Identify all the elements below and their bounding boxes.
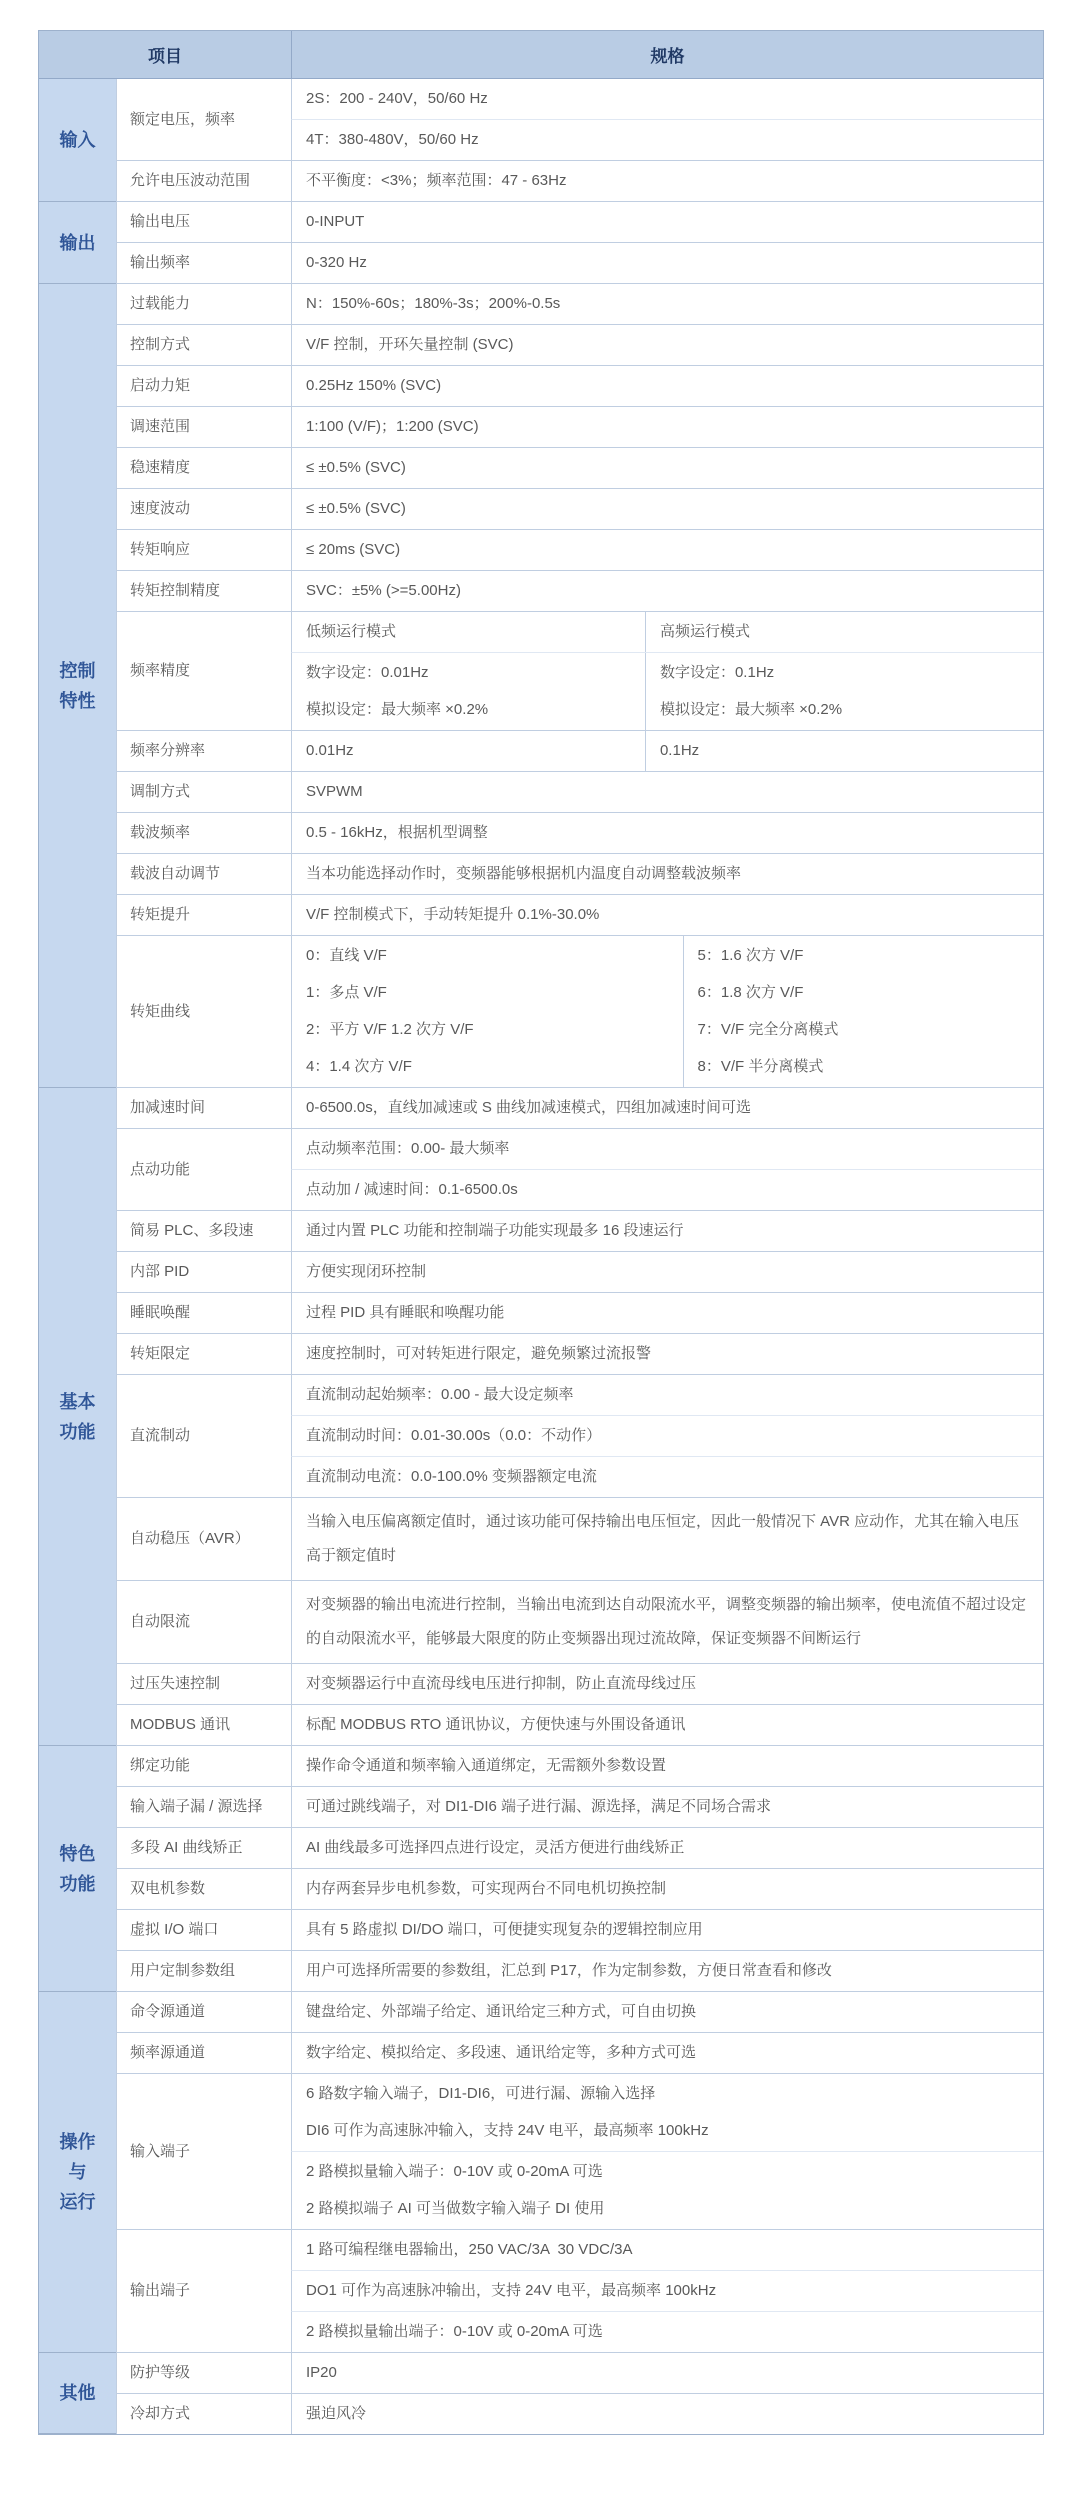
spec-value bbox=[291, 653, 1043, 731]
table-row bbox=[39, 2230, 1043, 2271]
spec-value: 2S：200 - 240V，50/60 Hz bbox=[291, 79, 1043, 120]
spec-text: 7：V/F 完全分离模式 bbox=[697, 1021, 839, 1038]
item-label: 载波自动调节 bbox=[116, 854, 291, 895]
table-row bbox=[39, 366, 1043, 407]
item-label: 自动限流 bbox=[116, 1581, 291, 1664]
table-row bbox=[39, 731, 1043, 772]
spec-value: 2 路模拟量输出端子：0-10V 或 0-20mA 可选 bbox=[291, 2312, 1043, 2353]
spec-value: 直流制动起始频率：0.00 - 最大设定频率 bbox=[291, 1375, 1043, 1416]
spec-text: 6：1.8 次方 V/F bbox=[697, 984, 804, 1001]
spec-value bbox=[291, 936, 1043, 1088]
item-label: 额定电压，频率 bbox=[116, 79, 291, 161]
column-header-spec: 规格 bbox=[291, 31, 1043, 79]
table-row bbox=[39, 2353, 1043, 2394]
table-row bbox=[39, 489, 1043, 530]
spec-value: 可通过跳线端子，对 DI1-DI6 端子进行漏、源选择，满足不同场合需求 bbox=[291, 1787, 1043, 1828]
spec-value bbox=[291, 612, 1043, 653]
item-label: 转矩限定 bbox=[116, 1334, 291, 1375]
table-row bbox=[39, 284, 1043, 325]
section-label: 输出 bbox=[39, 202, 116, 284]
table-row bbox=[39, 772, 1043, 813]
item-label: 转矩响应 bbox=[116, 530, 291, 571]
spec-value: 具有 5 路虚拟 DI/DO 端口，可便捷实现复杂的逻辑控制应用 bbox=[291, 1910, 1043, 1951]
spec-value: 点动频率范围：0.00- 最大频率 bbox=[291, 1129, 1043, 1170]
item-label: 稳速精度 bbox=[116, 448, 291, 489]
item-label: 控制方式 bbox=[116, 325, 291, 366]
item-label: 简易 PLC、多段速 bbox=[116, 1211, 291, 1252]
spec-value: 1:100 (V/F)；1:200 (SVC) bbox=[291, 407, 1043, 448]
spec-value: 当输入电压偏离额定值时，通过该功能可保持输出电压恒定，因此一般情况下 AVR 应动作，尤其在输入电压高于额定值时 bbox=[291, 1498, 1043, 1581]
table-row bbox=[39, 530, 1043, 571]
item-label: 允许电压波动范围 bbox=[116, 161, 291, 202]
spec-value: 速度控制时，可对转矩进行限定，避免频繁过流报警 bbox=[291, 1334, 1043, 1375]
item-label: 启动力矩 bbox=[116, 366, 291, 407]
spec-value: 6 路数字输入端子，DI1-DI6，可进行漏、源输入选择 DI6 可作为高速脉冲输入，支持 24V 电平，最高频率 100kHz bbox=[291, 2074, 1043, 2152]
table-row bbox=[39, 1334, 1043, 1375]
table-row bbox=[39, 1828, 1043, 1869]
spec-value: 过程 PID 具有睡眠和唤醒功能 bbox=[291, 1293, 1043, 1334]
item-label: 频率源通道 bbox=[116, 2033, 291, 2074]
spec-value: DO1 可作为高速脉冲输出，支持 24V 电平，最高频率 100kHz bbox=[291, 2271, 1043, 2312]
table-row bbox=[39, 1705, 1043, 1746]
spec-text: 1：多点 V/F bbox=[306, 984, 387, 1001]
item-label: 防护等级 bbox=[116, 2353, 291, 2394]
table-row bbox=[39, 1375, 1043, 1416]
spec-text: 0：直线 V/F bbox=[306, 947, 387, 964]
spec-text: 5：1.6 次方 V/F bbox=[697, 947, 804, 964]
spec-text: 0.1Hz bbox=[659, 742, 700, 759]
table-row bbox=[39, 1498, 1043, 1581]
item-label: 转矩曲线 bbox=[116, 936, 291, 1088]
table-row bbox=[39, 2074, 1043, 2152]
spec-value: 0-6500.0s，直线加减速或 S 曲线加减速模式，四组加减速时间可选 bbox=[291, 1088, 1043, 1129]
item-label: 频率分辨率 bbox=[116, 731, 291, 772]
section-label: 输入 bbox=[39, 79, 116, 202]
table-row bbox=[39, 1746, 1043, 1787]
spec-text: 2：平方 V/F 1.2 次方 V/F bbox=[306, 1021, 474, 1038]
item-label: 输出频率 bbox=[116, 243, 291, 284]
item-label: 直流制动 bbox=[116, 1375, 291, 1498]
spec-value: 1 路可编程继电器输出，250 VAC/3A 30 VDC/3A bbox=[291, 2230, 1043, 2271]
item-label: 命令源通道 bbox=[116, 1992, 291, 2033]
table-row bbox=[39, 895, 1043, 936]
table-row bbox=[39, 1951, 1043, 1992]
table-row bbox=[39, 448, 1043, 489]
item-label: 内部 PID bbox=[116, 1252, 291, 1293]
item-label: 调速范围 bbox=[116, 407, 291, 448]
item-label: 输入端子漏 / 源选择 bbox=[116, 1787, 291, 1828]
spec-value: 方便实现闭环控制 bbox=[291, 1252, 1043, 1293]
spec-value: 直流制动电流：0.0-100.0% 变频器额定电流 bbox=[291, 1457, 1043, 1498]
item-label: 用户定制参数组 bbox=[116, 1951, 291, 1992]
spec-value: 点动加 / 减速时间：0.1-6500.0s bbox=[291, 1170, 1043, 1211]
spec-value: IP20 bbox=[291, 2353, 1043, 2394]
spec-value: ≤ 20ms (SVC) bbox=[291, 530, 1043, 571]
spec-value: 0-INPUT bbox=[291, 202, 1043, 243]
item-label: 载波频率 bbox=[116, 813, 291, 854]
spec-subcol-header: 低频运行模式 bbox=[306, 623, 397, 640]
spec-value: 0-320 Hz bbox=[291, 243, 1043, 284]
spec-value: 当本功能选择动作时，变频器能够根据机内温度自动调整载波频率 bbox=[291, 854, 1043, 895]
spec-value: 操作命令通道和频率输入通道绑定，无需额外参数设置 bbox=[291, 1746, 1043, 1787]
section-label: 特色 功能 bbox=[39, 1746, 116, 1992]
table-row bbox=[39, 1787, 1043, 1828]
item-label: 多段 AI 曲线矫正 bbox=[116, 1828, 291, 1869]
spec-value: SVPWM bbox=[291, 772, 1043, 813]
item-label: 调制方式 bbox=[116, 772, 291, 813]
table-row bbox=[39, 79, 1043, 120]
table-header-row bbox=[39, 31, 1043, 79]
spec-value: 0.25Hz 150% (SVC) bbox=[291, 366, 1043, 407]
spec-text: 8：V/F 半分离模式 bbox=[697, 1058, 824, 1075]
section-label: 操作 与 运行 bbox=[39, 1992, 116, 2353]
table-row bbox=[39, 243, 1043, 284]
spec-text: 模拟设定：最大频率 ×0.2% bbox=[659, 701, 843, 718]
spec-value: 标配 MODBUS RTO 通讯协议，方便快速与外围设备通讯 bbox=[291, 1705, 1043, 1746]
spec-value: 直流制动时间：0.01-30.00s（0.0：不动作） bbox=[291, 1416, 1043, 1457]
spec-value: 内存两套异步电机参数，可实现两台不同电机切换控制 bbox=[291, 1869, 1043, 1910]
table-row bbox=[39, 1664, 1043, 1705]
table-row bbox=[39, 1869, 1043, 1910]
item-label: 输出端子 bbox=[116, 2230, 291, 2353]
item-label: 点动功能 bbox=[116, 1129, 291, 1211]
item-label: 虚拟 I/O 端口 bbox=[116, 1910, 291, 1951]
table-row bbox=[39, 1129, 1043, 1170]
table-row bbox=[39, 1252, 1043, 1293]
item-label: 过载能力 bbox=[116, 284, 291, 325]
item-label: 加减速时间 bbox=[116, 1088, 291, 1129]
spec-value: 用户可选择所需要的参数组，汇总到 P17，作为定制参数，方便日常查看和修改 bbox=[291, 1951, 1043, 1992]
spec-value: 不平衡度：<3%；频率范围：47 - 63Hz bbox=[291, 161, 1043, 202]
spec-value: SVC：±5% (>=5.00Hz) bbox=[291, 571, 1043, 612]
spec-text: 数字设定：0.01Hz bbox=[306, 664, 429, 681]
item-label: 输出电压 bbox=[116, 202, 291, 243]
item-label: 过压失速控制 bbox=[116, 1664, 291, 1705]
spec-value: 对变频器的输出电流进行控制，当输出电流到达自动限流水平，调整变频器的输出频率，使电流值不超过设定的自动限流水平，能够最大限度的防止变频器出现过流故障，保证变频器不间断运行 bbox=[291, 1581, 1043, 1664]
table-row bbox=[39, 813, 1043, 854]
spec-text: 0.01Hz bbox=[306, 742, 354, 759]
table-row bbox=[39, 2033, 1043, 2074]
table-row bbox=[39, 571, 1043, 612]
item-label: 频率精度 bbox=[116, 612, 291, 731]
item-label: 输入端子 bbox=[116, 2074, 291, 2230]
spec-text: 模拟设定：最大频率 ×0.2% bbox=[306, 701, 489, 718]
table-row bbox=[39, 1088, 1043, 1129]
spec-value: ≤ ±0.5% (SVC) bbox=[291, 448, 1043, 489]
spec-value: V/F 控制模式下，手动转矩提升 0.1%-30.0% bbox=[291, 895, 1043, 936]
spec-value: 0.5 - 16kHz，根据机型调整 bbox=[291, 813, 1043, 854]
spec-value: N：150%-60s；180%-3s；200%-0.5s bbox=[291, 284, 1043, 325]
item-label: 速度波动 bbox=[116, 489, 291, 530]
table-row bbox=[39, 325, 1043, 366]
spec-value: 强迫风冷 bbox=[291, 2394, 1043, 2434]
table-row bbox=[39, 2394, 1043, 2434]
table-row bbox=[39, 1910, 1043, 1951]
table-row bbox=[39, 854, 1043, 895]
item-label: 转矩控制精度 bbox=[116, 571, 291, 612]
item-label: 睡眠唤醒 bbox=[116, 1293, 291, 1334]
section-label: 其他 bbox=[39, 2353, 116, 2434]
spec-table bbox=[38, 30, 1044, 2435]
table-row bbox=[39, 1211, 1043, 1252]
spec-value: 通过内置 PLC 功能和控制端子功能实现最多 16 段速运行 bbox=[291, 1211, 1043, 1252]
item-label: 冷却方式 bbox=[116, 2394, 291, 2434]
section-label: 基本 功能 bbox=[39, 1088, 116, 1746]
table-row bbox=[39, 161, 1043, 202]
section-label: 控制 特性 bbox=[39, 284, 116, 1088]
spec-value: 数字给定、模拟给定、多段速、通讯给定等，多种方式可选 bbox=[291, 2033, 1043, 2074]
item-label: 绑定功能 bbox=[116, 1746, 291, 1787]
item-label: 自动稳压（AVR） bbox=[116, 1498, 291, 1581]
spec-value: 对变频器运行中直流母线电压进行抑制，防止直流母线过压 bbox=[291, 1664, 1043, 1705]
table-row bbox=[39, 612, 1043, 653]
item-label: 双电机参数 bbox=[116, 1869, 291, 1910]
spec-value: V/F 控制，开环矢量控制 (SVC) bbox=[291, 325, 1043, 366]
spec-value: AI 曲线最多可选择四点进行设定，灵活方便进行曲线矫正 bbox=[291, 1828, 1043, 1869]
item-label: MODBUS 通讯 bbox=[116, 1705, 291, 1746]
spec-value bbox=[291, 731, 1043, 772]
spec-value: 键盘给定、外部端子给定、通讯给定三种方式，可自由切换 bbox=[291, 1992, 1043, 2033]
spec-text: 4：1.4 次方 V/F bbox=[306, 1058, 412, 1075]
column-header-item: 项目 bbox=[39, 31, 291, 79]
spec-text: 数字设定：0.1Hz bbox=[659, 664, 775, 681]
table-row bbox=[39, 407, 1043, 448]
table-row bbox=[39, 202, 1043, 243]
table-row bbox=[39, 1992, 1043, 2033]
spec-value: 4T：380-480V，50/60 Hz bbox=[291, 120, 1043, 161]
spec-value: ≤ ±0.5% (SVC) bbox=[291, 489, 1043, 530]
spec-value: 2 路模拟量输入端子：0-10V 或 0-20mA 可选 2 路模拟端子 AI 可当做数字输入端子 DI 使用 bbox=[291, 2152, 1043, 2230]
item-label: 转矩提升 bbox=[116, 895, 291, 936]
spec-subcol-header: 高频运行模式 bbox=[659, 623, 750, 640]
table-row bbox=[39, 936, 1043, 1088]
table-row bbox=[39, 1293, 1043, 1334]
table-row bbox=[39, 1581, 1043, 1664]
